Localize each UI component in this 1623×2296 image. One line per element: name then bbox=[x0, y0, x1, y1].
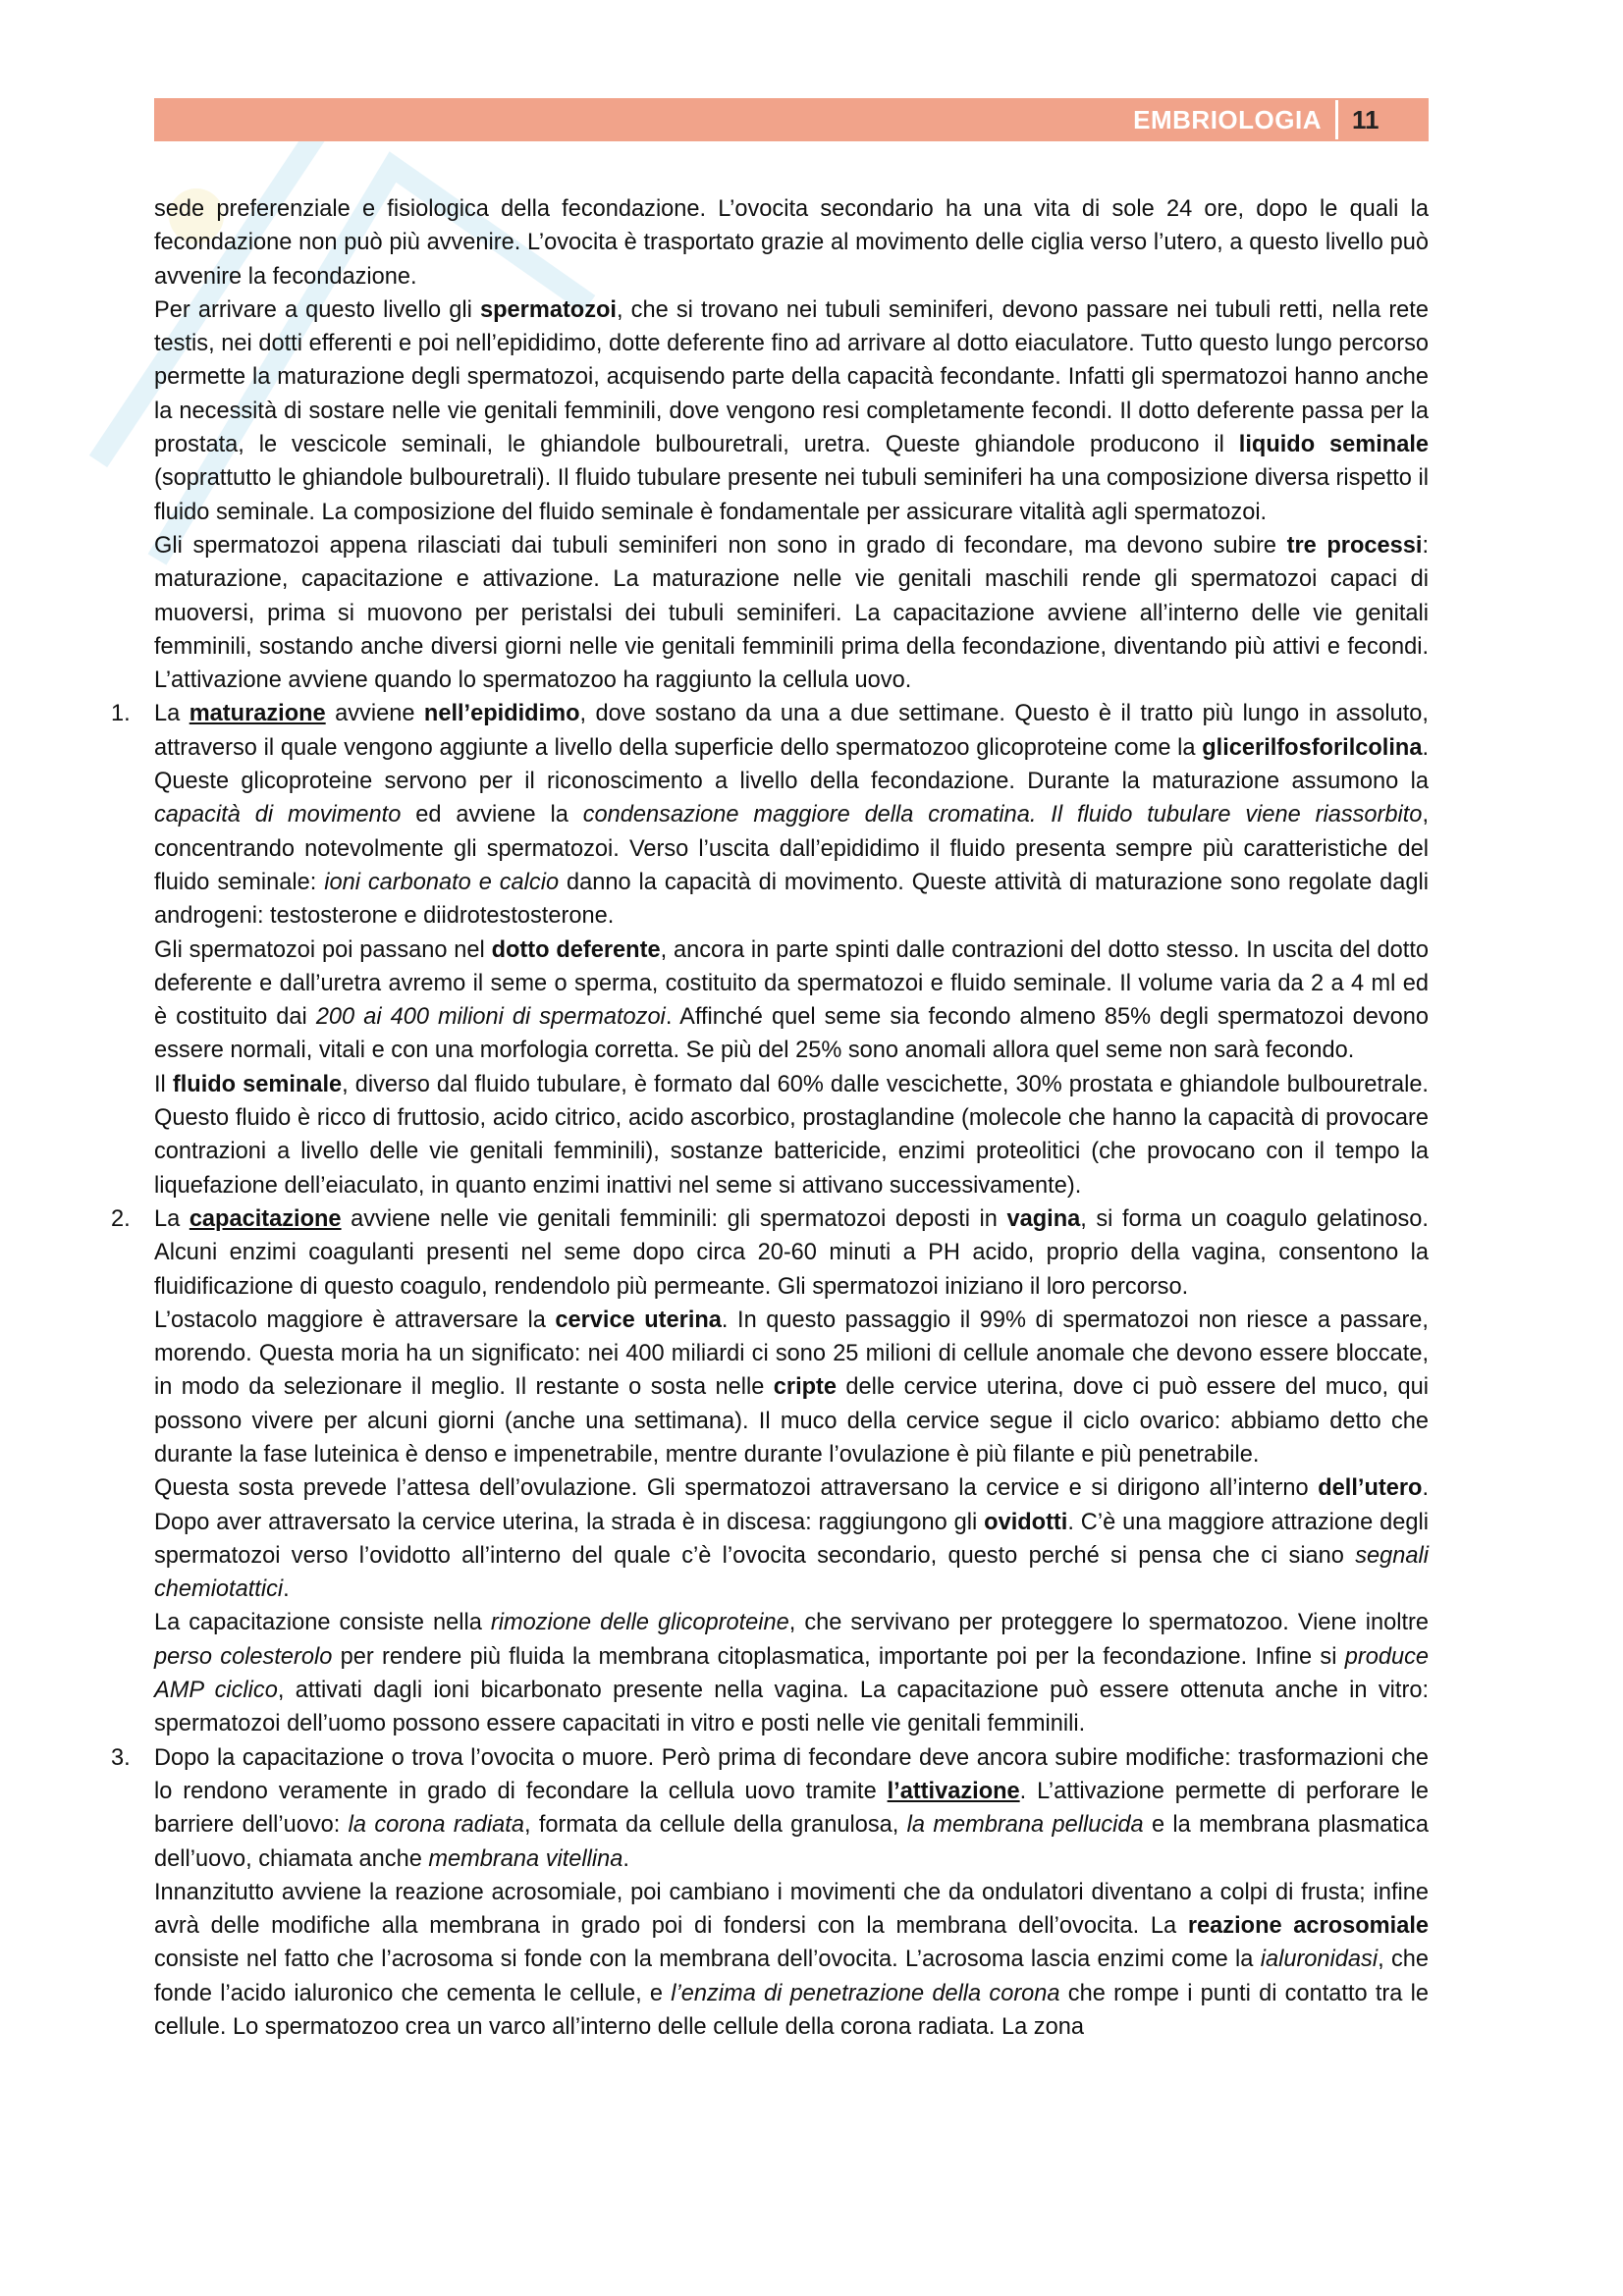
text-run: , attivati dagli ioni bicarbonato presente nella vagina. La capacitazione può essere ottenuta anche in vitro: spermatozoi dell’uomo possono essere capacitati in vitro e posti nelle vie genitali femminili. bbox=[154, 1678, 1429, 1737]
italic-text: ioni carbonato e calcio bbox=[324, 869, 560, 895]
italic-text: rimozione delle glicoproteine bbox=[490, 1610, 789, 1636]
italic-text: segnali chemiotattici bbox=[154, 1542, 1429, 1603]
paragraph bbox=[154, 1876, 1429, 2044]
text-run: Per arrivare a questo livello gli bbox=[154, 296, 481, 323]
page-number: 11 bbox=[1352, 104, 1380, 134]
text-run: Il bbox=[154, 1071, 173, 1097]
text-run: sede preferenziale e fisiologica della fecondazione. L’ovocita secondario ha una vita di sole 24 ore, dopo le quali la fecondazione non può più avvenire. L’ovocita è trasportato grazie al movimento delle ciglia verso l’utero, a questo livello può avvenire la fecondazione. bbox=[154, 196, 1429, 290]
text-run: La capacitazione consiste nella bbox=[154, 1610, 491, 1636]
bold-text: glicerilfosforilcolina bbox=[1202, 734, 1423, 761]
text-run: . Affinché quel seme sia fecondo almeno 85% degli spermatozoi devono essere normali, vitali e con una morfologia corretta. Se più del 25% sono anomali allora quel seme non sarà fecondo. bbox=[154, 1004, 1429, 1064]
paragraph bbox=[154, 934, 1429, 1068]
bold-text: cripte bbox=[773, 1374, 838, 1401]
paragraph bbox=[154, 1606, 1429, 1740]
text-run: consiste nel fatto che l’acrosoma si fonde con la membrana dell’ovocita. L’acrosoma lascia enzimi come la bbox=[154, 1947, 1261, 1973]
list-number: 1. bbox=[111, 701, 131, 727]
paragraph bbox=[154, 529, 1429, 697]
text-run: . L’attivazione permette di perforare le barriere dell’uovo: bbox=[154, 1778, 1429, 1839]
italic-text: ialuronidasi bbox=[1260, 1947, 1379, 1973]
text-run: , si forma un coagulo gelatinoso. Alcuni enzimi coagulanti presenti nel seme dopo circa 20-60 minuti a PH acido, proprio della vagina, consentono la fluidificazione di questo coagulo, rendendolo più permeante. Gli spermatozoi iniziano il loro percorso. bbox=[154, 1205, 1429, 1300]
paragraph bbox=[154, 192, 1429, 294]
text-run: Dopo la capacitazione o trova l’ovocita o muore. Però prima di fecondare deve ancora subire modifiche: trasformazioni che lo rendono veramente in grado di fecondare la cellula uovo tramite bbox=[154, 1744, 1429, 1804]
bold-text: dell’utero bbox=[1318, 1475, 1423, 1502]
bold-text: reazione acrosomiale bbox=[1187, 1913, 1429, 1940]
bold-text: ovidotti bbox=[984, 1509, 1068, 1535]
text-run: La bbox=[154, 1205, 189, 1232]
text-run: per rendere più fluida la membrana citoplasmatica, importante poi per la fecondazione. Infine si bbox=[332, 1643, 1345, 1670]
paragraph bbox=[154, 1068, 1429, 1202]
text-run: . Queste glicoproteine servono per il riconoscimento a livello della fecondazione. Durante la maturazione assumono la bbox=[154, 734, 1429, 795]
text-run: . C’è una maggiore attrazione degli spermatozoi verso l’ovidotto all’interno del quale c’è l’ovocita secondario, questo perché si pensa che ci siano bbox=[154, 1509, 1429, 1569]
text-run: Gli spermatozoi appena rilasciati dai tubuli seminiferi non sono in grado di fecondare, ma devono subire bbox=[154, 532, 1287, 559]
paragraph bbox=[154, 1202, 1429, 1304]
bold-text: liquido seminale bbox=[1238, 432, 1429, 458]
bold-text: cervice uterina bbox=[555, 1307, 722, 1333]
italic-text: la membrana pellucida bbox=[906, 1812, 1144, 1839]
text-run: avviene bbox=[325, 701, 424, 727]
text-run: , che si trovano nei tubuli seminiferi, devono passare nei tubuli retti, nella rete testis, nei dotti efferenti e poi nell’epididimo, dotte deferente fino ad arrivare al dotto eiaculatore. Tutto questo lungo percorso permette la maturazione degli spermatozoi, acquisendo parte della capacità fecondante. Infatti gli spermatozoi hanno anche la necessità di sostare nelle vie genitali femminili, dove vengono resi completamente fecondi. Il dotto deferente passa per la prostata, le vescicole seminali, le ghiandole bulbouretrali, uretra. Queste ghiandole producono il bbox=[154, 296, 1429, 458]
bold-text: fluido seminale bbox=[172, 1071, 343, 1097]
italic-text: membrana vitellina bbox=[428, 1845, 623, 1872]
text-run: che rompe i punti di contatto tra le cellule. Lo spermatozoo crea un varco all’interno delle cellule della corona radiata. La zona bbox=[154, 1980, 1429, 2041]
paragraph bbox=[154, 294, 1429, 529]
text-run: e la membrana plasmatica dell’uovo, chiamata anche bbox=[154, 1812, 1429, 1872]
bold-text: dotto deferente bbox=[491, 936, 661, 963]
text-run: Innanzitutto avviene la reazione acrosomiale, poi cambiano i movimenti che da ondulatori diventano a colpi di frusta; infine avrà delle modifiche alla membrana in grado poi di fondersi con la membrana dell’ovocita. La bbox=[154, 1879, 1429, 1940]
text-run: . In questo passaggio il 99% di spermatozoi non riesce a passare, morendo. Questa moria ha un significato: nei 400 miliardi ci sono 25 milioni di cellule anomale che devono essere bloccate, in modo da selezionare il meglio. Il restante o sosta nelle bbox=[154, 1307, 1429, 1401]
bold-text: tre processi bbox=[1286, 532, 1423, 559]
paragraph bbox=[154, 1471, 1429, 1606]
text-run: Questa sosta prevede l’attesa dell’ovulazione. Gli spermatozoi attraversano la cervice e si dirigono all’interno bbox=[154, 1475, 1319, 1502]
text-run: . bbox=[283, 1576, 290, 1603]
text-run: Gli spermatozoi poi passano nel bbox=[154, 936, 492, 963]
text-run: La bbox=[154, 701, 189, 727]
bold-text: spermatozoi bbox=[480, 296, 617, 323]
list-number: 2. bbox=[111, 1205, 131, 1232]
bold-text: nell’epididimo bbox=[423, 701, 580, 727]
text-run: (soprattutto le ghiandole bulbouretrali). Il fluido tubulare presente nei tubuli seminiferi ha una composizione diversa rispetto il fluido seminale. La composizione del fluido seminale è fondamentale per assicurare vitalità agli spermatozoi. bbox=[154, 465, 1429, 525]
text-run: , ancora in parte spinti dalle contrazioni del dotto stesso. In uscita del dotto deferente e dall’uretra avremo il seme o sperma, costituito da spermatozoi e fluido seminale. Il volume varia da 2 a 4 ml ed è costituito dai bbox=[154, 936, 1430, 1031]
text-run: , diverso dal fluido tubulare, è formato dal 60% dalle vescichette, 30% prostata e ghiandole bulbouretrale. Questo fluido è ricco di fruttosio, acido citrico, acido ascorbico, prostaglandine (molecole che hanno la capacità di provocare contrazioni a livello delle vie genitali femminili), sostanze battericide, enzimi proteolitici (che provocano con il tempo la liquefazione dell’eiaculato, in quanto enzimi inattivi nel seme si attivano successivamente). bbox=[154, 1071, 1429, 1199]
list-item bbox=[111, 1202, 1429, 1741]
paragraph bbox=[154, 697, 1429, 933]
list-number: 3. bbox=[111, 1744, 131, 1771]
list-item bbox=[111, 1741, 1429, 2045]
italic-text: la corona radiata bbox=[348, 1812, 524, 1839]
text-run: . bbox=[622, 1845, 629, 1872]
text-run: , che servivano per proteggere lo spermatozoo. Viene inoltre bbox=[788, 1610, 1429, 1636]
bold-text: vagina bbox=[1006, 1205, 1081, 1232]
text-run: , formata da cellule della granulosa, bbox=[523, 1812, 907, 1839]
text-run: danno la capacità di movimento. Queste attività di maturazione sono regolate dagli androgeni: testosterone e diidrotestosterone. bbox=[154, 869, 1429, 930]
paragraph bbox=[154, 1304, 1429, 1471]
list-item bbox=[111, 697, 1430, 1201]
text-run: , concentrando notevolmente gli spermatozoi. Verso l’uscita dall’epididimo il fluido presenta sempre più caratteristiche del fluido seminale: bbox=[154, 802, 1429, 895]
text-run: L’ostacolo maggiore è attraversare la bbox=[154, 1307, 556, 1333]
italic-text: 200 ai 400 milioni di spermatozoi bbox=[315, 1004, 666, 1031]
text-run: . Dopo aver attraversato la cervice uterina, la strada è in discesa: raggiungono gli bbox=[154, 1475, 1429, 1535]
bold-underlined-term: capacitazione bbox=[189, 1205, 342, 1232]
text-run: avviene nelle vie genitali femminili: gli spermatozoi deposti in bbox=[341, 1205, 1007, 1232]
page-header bbox=[154, 98, 1429, 141]
italic-text: produce AMP ciclico bbox=[154, 1643, 1429, 1704]
bold-underlined-term: maturazione bbox=[189, 701, 326, 727]
text-run: delle cervice uterina, dove ci può essere del muco, qui possono vivere per alcuni giorni (anche una settimana). Il muco della cervice segue il ciclo ovarico: abbiamo detto che durante la fase luteinica è denso e impenetrabile, mentre durante l’ovulazione è più filante e più penetrabile. bbox=[154, 1374, 1429, 1468]
paragraph bbox=[154, 1741, 1429, 1876]
header-title: EMBRIOLOGIA bbox=[1133, 104, 1322, 134]
italic-text: condensazione maggiore della cromatina. Il fluido tubulare viene riassorbito bbox=[582, 802, 1423, 828]
text-run: , dove sostano da una a due settimane. Questo è il tratto più lungo in assoluto, attraverso il quale vengono aggiunte a livello della superficie dello spermatozoo glicoproteine come la bbox=[154, 701, 1429, 761]
text-run: , che fonde l’acido ialuronico che cementa le cellule, e bbox=[154, 1947, 1429, 2006]
document-body bbox=[111, 192, 1430, 2044]
italic-text: perso colesterolo bbox=[154, 1643, 333, 1670]
bold-underlined-term: l’attivazione bbox=[887, 1778, 1020, 1804]
italic-text: capacità di movimento bbox=[154, 802, 402, 828]
text-run: ed avviene la bbox=[401, 802, 583, 828]
text-run: : maturazione, capacitazione e attivazione. La maturazione nelle vie genitali maschili rende gli spermatozoi capaci di muoversi, prima si muovono per peristalsi dei tubuli seminiferi. La capacitazione avviene all’interno delle vie genitali femminili, sostando anche diversi giorni nelle vie genitali femminili prima della fecondazione, diventando più attivi e fecondi. L’attivazione avviene quando lo spermatozoo ha raggiunto la cellula uovo. bbox=[154, 532, 1429, 694]
italic-text: l’enzima di penetrazione della corona bbox=[671, 1980, 1060, 2006]
